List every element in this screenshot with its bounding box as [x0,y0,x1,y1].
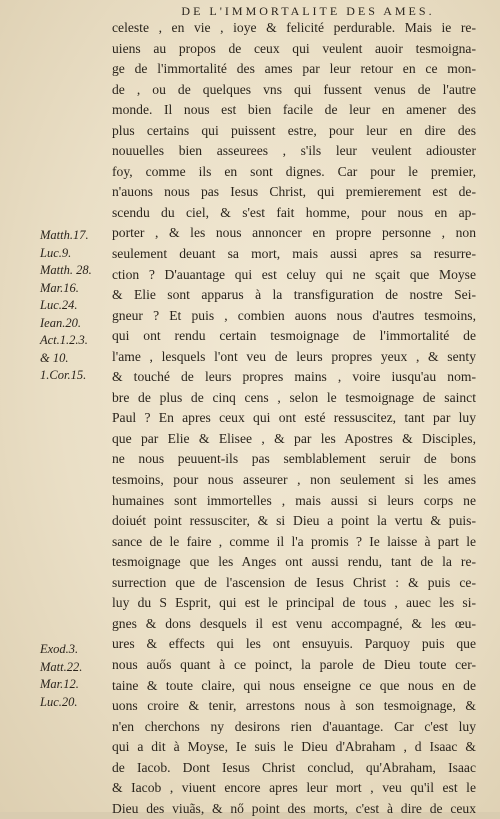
text-line: tesmoignage que les Anges ont aussi rendu, tant de la re- [112,554,476,570]
text-line: celeste , en vie , ioye & felicité perdurable. Mais ie re- [112,20,476,35]
text-line: l'ame , lesquels l'ont veu de leurs propres yeux , & senty [112,348,476,364]
margin-note: Act.1.2.3. [40,333,88,347]
margin-note: 1.Cor.15. [40,368,87,382]
text-line: & touché de leurs propres mains , voire iusqu'au nom- [112,369,476,385]
text-line: luy du S Esprit, qui est le principal de tous , auec les si- [112,595,476,611]
text-line: Paul ? En apres ceux qui ont esté ressuscitez, tant par luy [112,410,476,426]
margin-note: Mar.12. [40,677,79,691]
margin-note: Mar.16. [40,280,79,295]
margin-note: Matt.22. [40,659,83,674]
text-line: foy, comme ils en sont dignes. Car pour le premier, [112,163,476,179]
text-line: nouuelles bien asseurees , s'ils leur veulent adiouster [112,143,476,159]
text-line: bre de plus de cinq cens , selon le tesmoignage de sainct [112,389,476,405]
text-line: monde. Il nous est bien facile de leur en amener des [112,102,476,118]
margin-note: Iean.20. [40,315,81,330]
text-line: porter , & les nous annoncer en propre personne , non [112,225,476,241]
text-line: taine & toute claire, qui nous enseigne ce que nous en de [112,677,476,693]
text-line: nous auős quant à ce poinct, la parole de Dieu toute cer- [112,656,476,672]
text-line: ge de l'immortalité des ames par leur retour en ce mon- [112,61,476,77]
text-line: sance de le faire , comme il l'a promis ? Ie laisse à part le [112,533,476,549]
margin-notes-lower [40,641,110,711]
margin-note: Luc.24. [40,298,78,312]
text-line: de Iacob. Dont Iesus Christ conclud, qu'Abraham, Isaac [112,759,476,775]
text-line: doiuét point ressusciter, & si Dieu a point la vertu & puis- [112,513,476,529]
text-line: & Iacob , viuent encore apres leur mort , veu qu'il est le [112,780,476,796]
margin-note: Matth.17. [40,228,89,242]
text-line: plus certains qui puissent estre, pour leur en dire des [112,122,476,138]
text-line: & Elie sont apparus à la transfiguration de nostre Sei- [112,287,476,303]
margin-note: & 10. [40,350,69,365]
text-line: uiens au propos de ceux qui veulent auoir tesmoigna- [112,40,476,56]
text-line: surrection que de l'ascension de Iesus Christ : & puis ce- [112,574,476,590]
text-line: gneur ? Et puis , combien auons nous d'autres tesmoins, [112,307,476,323]
margin-note: Exod.3. [40,642,79,656]
margin-note: Matth. 28. [40,263,92,277]
running-head: DE L'IMMORTALITE DES AMES. [181,4,435,18]
text-line: ne nous peuuent-ils pas semblablement seruir de bons [112,451,476,467]
text-line: uons croire & tenir, arrestons nous à son tesmoignage, & [112,698,476,714]
text-line: gnes & dons desquels il est venu accompagné, & les œu- [112,615,476,631]
main-text-block [112,18,476,819]
text-line: scendu du ciel, & s'est fait homme, pour nous en ap- [112,204,476,220]
text-line: que par Elie & Elisee , & par les Apostres & Disciples, [112,430,476,446]
text-line: tesmoins, pour nous asseurer , non seulement si les ames [112,472,476,488]
text-line: seulement deuant sa mort, mais aussi apres sa resurre- [112,246,476,262]
text-line: humaines sont immortelles , mais aussi si leurs corps ne [112,492,476,508]
text-line: Dieu des viuãs, & nő point des morts, c'est à dire de ceux [112,800,476,816]
margin-note: Luc.20. [40,694,78,709]
text-line: ction ? D'auantage qui est celuy qui ne sçait que Moyse [112,266,476,282]
text-line: qui a dit à Moyse, Ie suis le Dieu d'Abraham , d Isaac & [112,739,476,755]
text-line: ures & effects qui les ont ensuyuis. Parquoy puis que [112,636,476,652]
text-line: n'en cherchons ny desirons rien d'auantage. Car c'est luy [112,718,476,734]
text-line: n'auons nous pas Iesus Christ, qui premierement est de- [112,184,476,200]
text-line: de , ou de quelques vns qui fussent venus de l'autre [112,81,476,97]
margin-notes-upper [40,227,110,385]
margin-note: Luc.9. [40,245,72,260]
text-line: qui ont rendu certain tesmoignage de l'immortalité de [112,328,476,344]
